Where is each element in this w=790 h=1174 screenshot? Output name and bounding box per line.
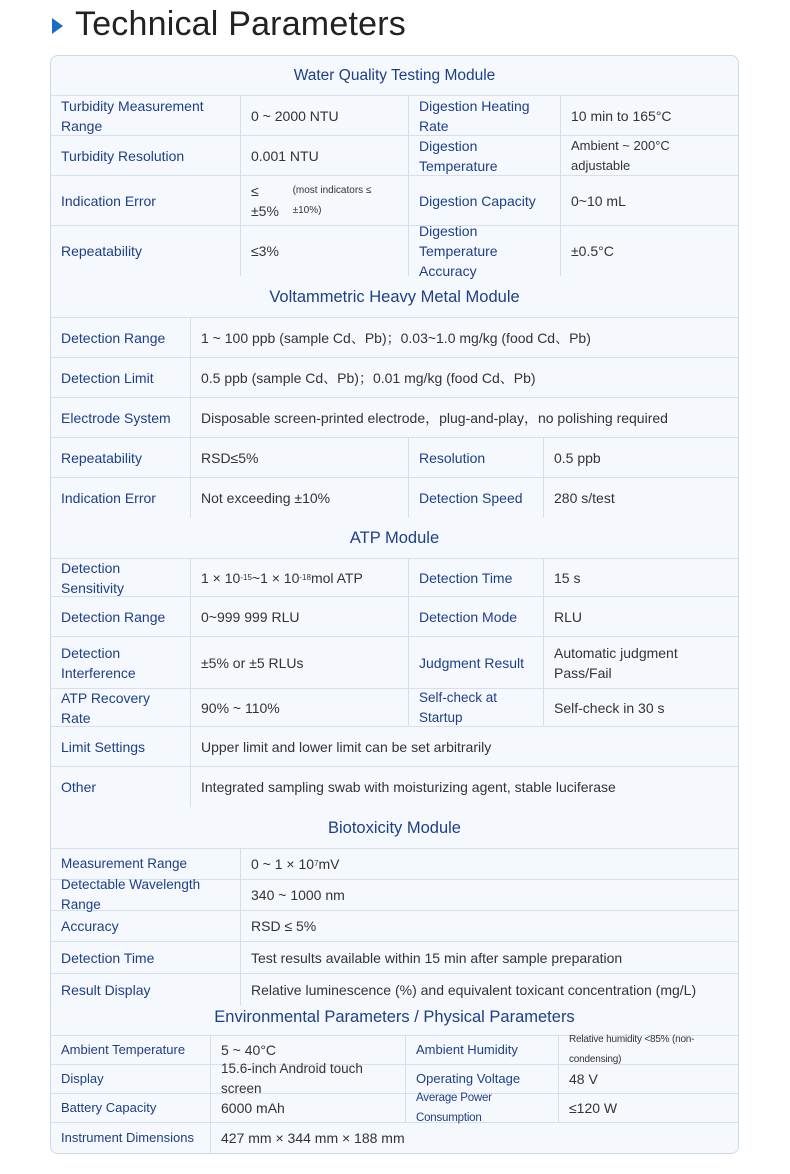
table-row (51, 358, 738, 398)
param-label: Accuracy (51, 911, 241, 941)
param-label: Detection Mode (409, 597, 544, 636)
param-value: 0~10 mL (571, 192, 626, 209)
param-value: RSD ≤ 5% (251, 918, 317, 934)
param-value: Integrated sampling swab with moisturizing agent, stable luciferase (201, 779, 616, 795)
param-label: Display (51, 1065, 211, 1093)
param-label: Digestion Temperature Accuracy (409, 226, 561, 276)
param-value: Upper limit and lower limit can be set arbitrarily (201, 738, 492, 755)
param-label: Detection Speed (409, 478, 544, 518)
section-title: ATP Module (51, 519, 738, 559)
param-value: Relative luminescence (%) and equivalent toxicant concentration (mg/L) (251, 982, 697, 998)
param-value: RSD≤5% (191, 438, 409, 477)
param-label: Indication Error (51, 478, 191, 518)
param-value: Relative humidity <85% (non-condensing) (569, 1034, 695, 1065)
param-label: Ambient Temperature (51, 1036, 211, 1064)
param-label: Detection Time (409, 559, 544, 596)
param-label: Measurement Range (51, 849, 241, 879)
table-row (51, 318, 738, 358)
param-label: Instrument Dimensions (51, 1123, 211, 1153)
param-value: Disposable screen-printed electrode，plug-and-play，no polishing required (201, 409, 668, 426)
parameters-table (50, 55, 739, 1154)
param-value: 48 V (569, 1071, 598, 1087)
param-label: Digestion Temperature (409, 136, 561, 175)
table-row (51, 136, 738, 176)
page-title: Technical Parameters (75, 4, 406, 43)
param-label: Other (51, 767, 191, 807)
value-part: ~1 × 10 (251, 569, 300, 586)
table-row (51, 176, 738, 226)
environmental-section (51, 1000, 738, 1153)
param-value: 5 ~ 40°C (211, 1036, 406, 1064)
param-label: Average Power Consumption (406, 1094, 559, 1122)
table-row (51, 1061, 738, 1096)
param-label: Digestion Capacity (409, 176, 561, 225)
value-part: 0 ~ 1 × 10 (251, 856, 315, 872)
param-value: 427 mm × 344 mm × 188 mm (221, 1130, 405, 1146)
table-row (51, 1123, 738, 1153)
param-label: ATP Recovery Rate (51, 689, 191, 726)
section-title: Voltammetric Heavy Metal Module (51, 278, 738, 318)
value-part: mV (318, 856, 340, 872)
heavy-metal-section (51, 278, 738, 518)
section-title: Water Quality Testing Module (51, 56, 738, 96)
table-row (51, 767, 738, 807)
param-value: 280 s/test (554, 490, 615, 506)
section-title: Biotoxicity Module (51, 809, 738, 849)
param-label: Detection Sensitivity (51, 559, 191, 596)
param-value: Automatic judgment Pass/Fail (554, 644, 678, 681)
param-label: Repeatability (51, 226, 241, 276)
param-label: Detection Limit (51, 358, 191, 397)
param-value: ±0.5°C (571, 243, 614, 259)
param-label: Detection Range (51, 318, 191, 357)
param-value: Test results available within 15 min after sample preparation (251, 949, 623, 966)
param-value: RLU (554, 608, 583, 625)
table-row (51, 911, 738, 942)
param-value: 90% ~ 110% (191, 689, 409, 726)
param-label: Judgment Result (409, 637, 544, 688)
param-label: Turbidity Measurement Range (51, 96, 241, 135)
page-header (52, 4, 406, 44)
param-label: Detectable Wavelength Range (51, 880, 241, 910)
param-value: Ambient ~ 200°C adjustable (571, 137, 670, 173)
param-value: 0 ~ 2000 NTU (241, 96, 409, 135)
param-label: Ambient Humidity (406, 1036, 559, 1064)
param-value: ≤120 W (569, 1100, 618, 1116)
table-row (51, 96, 738, 136)
table-row (51, 942, 738, 974)
biotoxicity-section (51, 809, 738, 1006)
param-label: Digestion Heating Rate (409, 96, 561, 135)
param-label: Turbidity Resolution (51, 136, 241, 175)
table-row (51, 637, 738, 689)
param-label: Repeatability (51, 438, 191, 477)
value-part: 1 × 10 (201, 569, 241, 586)
table-row (51, 398, 738, 438)
param-label: Battery Capacity (51, 1094, 211, 1122)
param-label: Resolution (409, 438, 544, 477)
param-value: 0.001 NTU (241, 136, 409, 175)
param-value: 0.5 ppb (sample Cd、Pb)；0.01 mg/kg (food Cd、Pb) (201, 369, 536, 386)
param-value: 10 min to 165°C (571, 107, 672, 124)
value-main: ≤ ±5% (251, 182, 279, 219)
param-label: Detection Range (51, 597, 191, 636)
param-value: 15 s (554, 569, 581, 586)
table-row (51, 1094, 738, 1123)
param-value: Not exceeding ±10% (191, 478, 409, 518)
table-row (51, 727, 738, 767)
param-value: 340 ~ 1000 nm (251, 887, 345, 903)
triangle-bullet-icon (52, 18, 63, 34)
param-value: 1 × 10 -15 ~1 × 10 -18 mol ATP (191, 559, 409, 596)
param-label: Limit Settings (51, 727, 191, 766)
value-part: mol ATP (310, 569, 363, 586)
table-row (51, 877, 738, 912)
param-value: 15.6-inch Android touch screen (211, 1065, 406, 1093)
table-row (51, 597, 738, 637)
param-label: Self-check at Startup (409, 689, 544, 726)
param-label: Electrode System (51, 398, 191, 437)
param-value: Self-check in 30 s (554, 699, 665, 716)
value-note: (most indicators ≤ ±10%) (292, 184, 372, 216)
param-value: 0~999 999 RLU (191, 597, 409, 636)
table-row (51, 438, 738, 478)
section-title: Environmental Parameters / Physical Parameters (51, 1000, 738, 1036)
atp-section (51, 519, 738, 807)
param-value: 0 ~ 1 × 10 7 mV (251, 856, 340, 872)
table-row (51, 689, 738, 727)
param-value: 1 ~ 100 ppb (sample Cd、Pb)；0.03~1.0 mg/kg (food Cd、Pb) (201, 329, 591, 346)
table-row (51, 478, 738, 518)
param-value: ±5% or ±5 RLUs (191, 637, 409, 688)
param-value (241, 176, 409, 225)
param-value: 6000 mAh (211, 1094, 406, 1122)
table-row (51, 223, 738, 279)
water-quality-section (51, 56, 738, 279)
param-label: Detection Time (51, 942, 241, 973)
table-row (51, 559, 738, 597)
param-label: Operating Voltage (406, 1065, 559, 1093)
param-label: Indication Error (51, 176, 241, 225)
param-value: ≤3% (241, 226, 409, 276)
param-value: 0.5 ppb (554, 449, 601, 466)
param-label: Detection Interference (51, 637, 191, 688)
param-label: Result Display (51, 974, 241, 1006)
